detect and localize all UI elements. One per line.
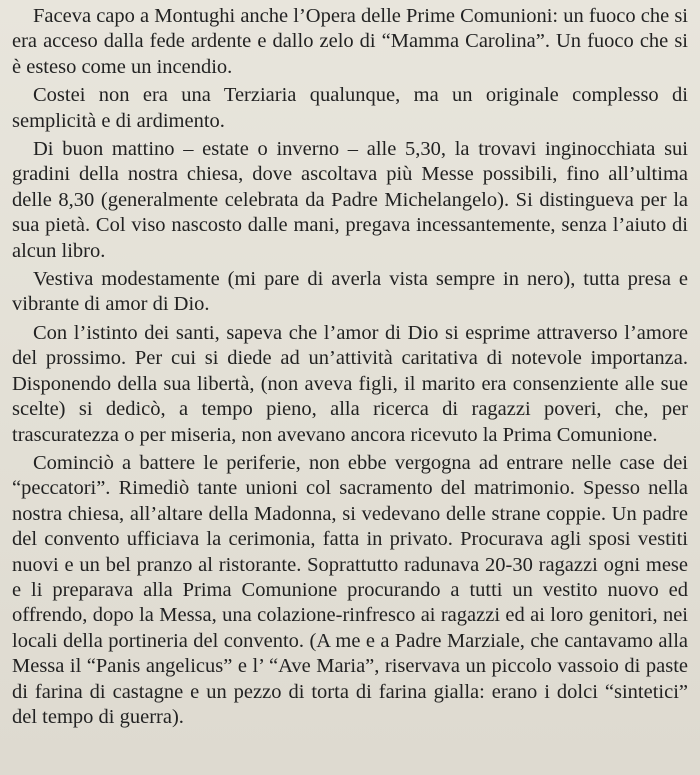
paragraph: Di buon mattino – estate o inverno – alle 5,30, la trovavi inginocchiata sui gradini della nostra chiesa, dove ascoltava più Messe possibili, fino all’ultima delle 8,30 (generalmente celebrata da Padre Michelangelo). Si distingueva per la sua pietà. Col viso nascosto dalle mani, pregava incessantemente, senza l’aiuto di alcun libro. [12, 138, 688, 262]
paragraph: Cominciò a battere le periferie, non ebbe vergogna ad entrare nelle case dei “peccatori”. Rimediò tante unioni col sacramento del matrimonio. Spesso nella nostra chiesa, all’altare della Madonna, si vedevano delle strane coppie. Un padre del convento ufficiava la cerimonia, fatta in privato. Procurava agli sposi vestiti nuovi e un bel pranzo al ristorante. Soprattutto radunava 20-30 ragazzi ogni mese e li preparava alla Prima Comunione procurando a tutti un vestito nuovo ed offrendo, dopo la Messa, una colazione-rinfresco ai ragazzi ed ai loro genitori, nei locali della portineria del convento. (A me e a Padre Marziale, che cantavamo alla Messa il “Panis angelicus” e l’ “Ave Maria”, riservava un piccolo vassoio di paste di farina di castagne e un pezzo di torta di farina gialla: erano i dolci “sintetici” del tempo di guerra). [12, 451, 688, 728]
paragraph: Vestiva modestamente (mi pare di averla vista sempre in nero), tutta presa e vibrante di amor di Dio. [12, 268, 688, 316]
paragraph: Faceva capo a Montughi anche l’Opera delle Prime Comunioni: un fuoco che si era acceso dalla fede ardente e dallo zelo di “Mamma Carolina”. Un fuoco che si è esteso come un incendio. [12, 5, 688, 78]
paragraph: Con l’istinto dei santi, sapeva che l’amor di Dio si esprime attraverso l’amore del prossimo. Per cui si diede ad un’attività caritativa di notevole importanza. Disponendo della sua libertà, (non aveva figli, il marito era consenziente alle sue scelte) si dedicò, a tempo pieno, alla ricerca di ragazzi poveri, che, per trascuratezza o per miseria, non avevano ancora ricevuto la Prima Comunione. [12, 321, 688, 446]
paragraph: Costei non era una Terziaria qualunque, ma un originale complesso di semplicità e di ardimento. [12, 84, 688, 132]
